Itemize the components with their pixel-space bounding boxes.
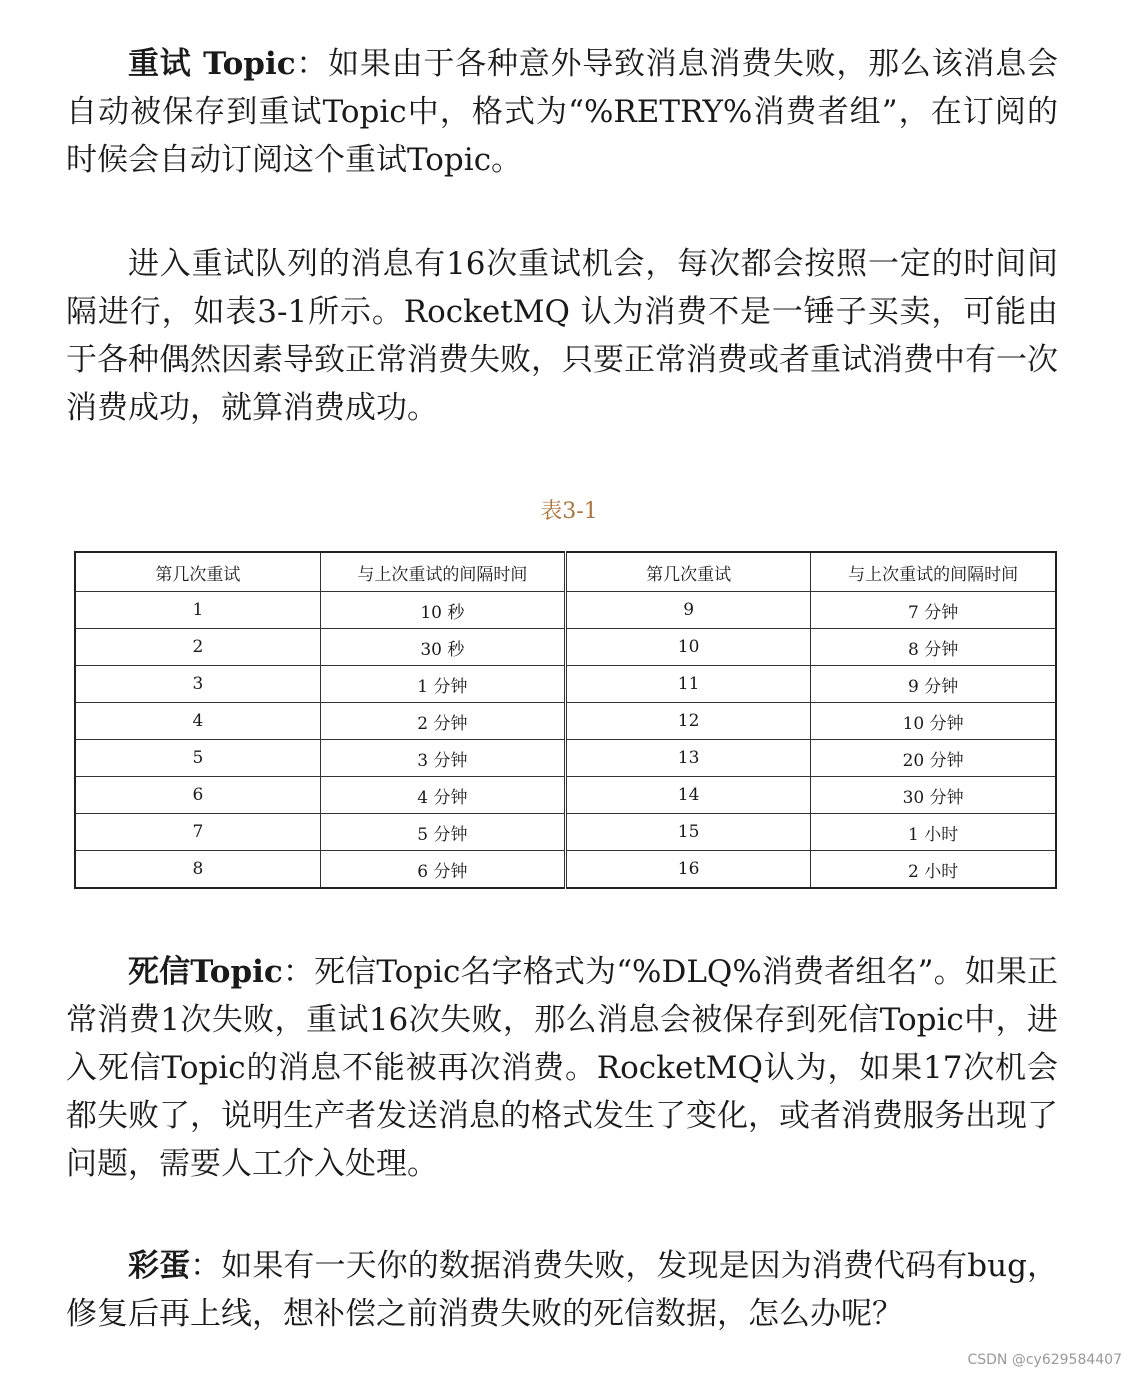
retry-count-cell: 3 (75, 666, 320, 703)
header-interval: 与上次重试的间隔时间 (320, 552, 565, 592)
interval-cell: 1 分钟 (320, 666, 565, 703)
retry-topic-heading: 重试 Topic (128, 46, 296, 82)
dead-letter-body: ：死信Topic名字格式为“%DLQ%消费者组名”。如果正常消费1次失败，重试16次失败，那么消息会被保存到死信Topic中，进入死信Topic的消息不能被再次消费。RocketMQ认为，如果17次机会都失败了，说明生产者发送消息的格式发生了变化，或者消费服务出现了问题，需要人工介入处理。 (66, 954, 1058, 1182)
table-row (75, 814, 1056, 851)
retry-count-cell: 15 (566, 814, 811, 851)
table-caption: 表3-1 (540, 499, 598, 524)
interval-cell: 8 分钟 (811, 629, 1056, 666)
header-retry-count: 第几次重试 (75, 552, 320, 592)
easter-egg-heading: 彩蛋 (128, 1248, 191, 1284)
dead-letter-paragraph (66, 948, 1058, 1188)
easter-egg-paragraph (66, 1242, 1058, 1338)
table-row (75, 592, 1056, 629)
interval-cell: 7 分钟 (811, 592, 1056, 629)
dead-letter-heading: 死信Topic (128, 954, 283, 990)
retry-count-cell: 11 (566, 666, 811, 703)
interval-cell: 1 小时 (811, 814, 1056, 851)
interval-cell: 2 小时 (811, 851, 1056, 889)
interval-cell: 2 分钟 (320, 703, 565, 740)
retry-topic-paragraph (66, 40, 1058, 184)
retry-count-cell: 6 (75, 777, 320, 814)
retry-count-cell: 8 (75, 851, 320, 889)
retry-count-cell: 16 (566, 851, 811, 889)
interval-cell: 30 分钟 (811, 777, 1056, 814)
retry-count-cell: 2 (75, 629, 320, 666)
table-row (75, 740, 1056, 777)
interval-cell: 9 分钟 (811, 666, 1056, 703)
interval-cell: 30 秒 (320, 629, 565, 666)
interval-cell: 10 秒 (320, 592, 565, 629)
retry-queue-body: 进入重试队列的消息有16次重试机会，每次都会按照一定的时间间隔进行，如表3-1所示。RocketMQ 认为消费不是一锤子买卖，可能由于各种偶然因素导致正常消费失败，只要正常消费或者重试消费中有一次消费成功，就算消费成功。 (66, 246, 1058, 426)
retry-queue-paragraph (66, 240, 1058, 432)
header-interval: 与上次重试的间隔时间 (811, 552, 1056, 592)
retry-count-cell: 9 (566, 592, 811, 629)
table-header-row (75, 552, 1056, 592)
table-row (75, 703, 1056, 740)
retry-count-cell: 14 (566, 777, 811, 814)
interval-cell: 5 分钟 (320, 814, 565, 851)
interval-cell: 10 分钟 (811, 703, 1056, 740)
interval-cell: 3 分钟 (320, 740, 565, 777)
easter-egg-body: ：如果有一天你的数据消费失败，发现是因为消费代码有bug，修复后再上线，想补偿之前消费失败的死信数据，怎么办呢？ (66, 1248, 1058, 1332)
retry-count-cell: 4 (75, 703, 320, 740)
retry-count-cell: 7 (75, 814, 320, 851)
interval-cell: 4 分钟 (320, 777, 565, 814)
retry-count-cell: 5 (75, 740, 320, 777)
table-row (75, 777, 1056, 814)
table-row (75, 851, 1056, 889)
header-retry-count: 第几次重试 (566, 552, 811, 592)
retry-count-cell: 12 (566, 703, 811, 740)
table-body (75, 592, 1056, 889)
retry-count-cell: 10 (566, 629, 811, 666)
table-row (75, 666, 1056, 703)
retry-topic-body: ：如果由于各种意外导致消息消费失败，那么该消息会自动被保存到重试Topic中，格式为“%RETRY%消费者组”，在订阅的时候会自动订阅这个重试Topic。 (66, 46, 1058, 178)
retry-interval-table (74, 551, 1057, 889)
retry-count-cell: 1 (75, 592, 320, 629)
table-row (75, 629, 1056, 666)
watermark: CSDN @cy629584407 (967, 1352, 1122, 1368)
retry-count-cell: 13 (566, 740, 811, 777)
interval-cell: 6 分钟 (320, 851, 565, 889)
interval-cell: 20 分钟 (811, 740, 1056, 777)
